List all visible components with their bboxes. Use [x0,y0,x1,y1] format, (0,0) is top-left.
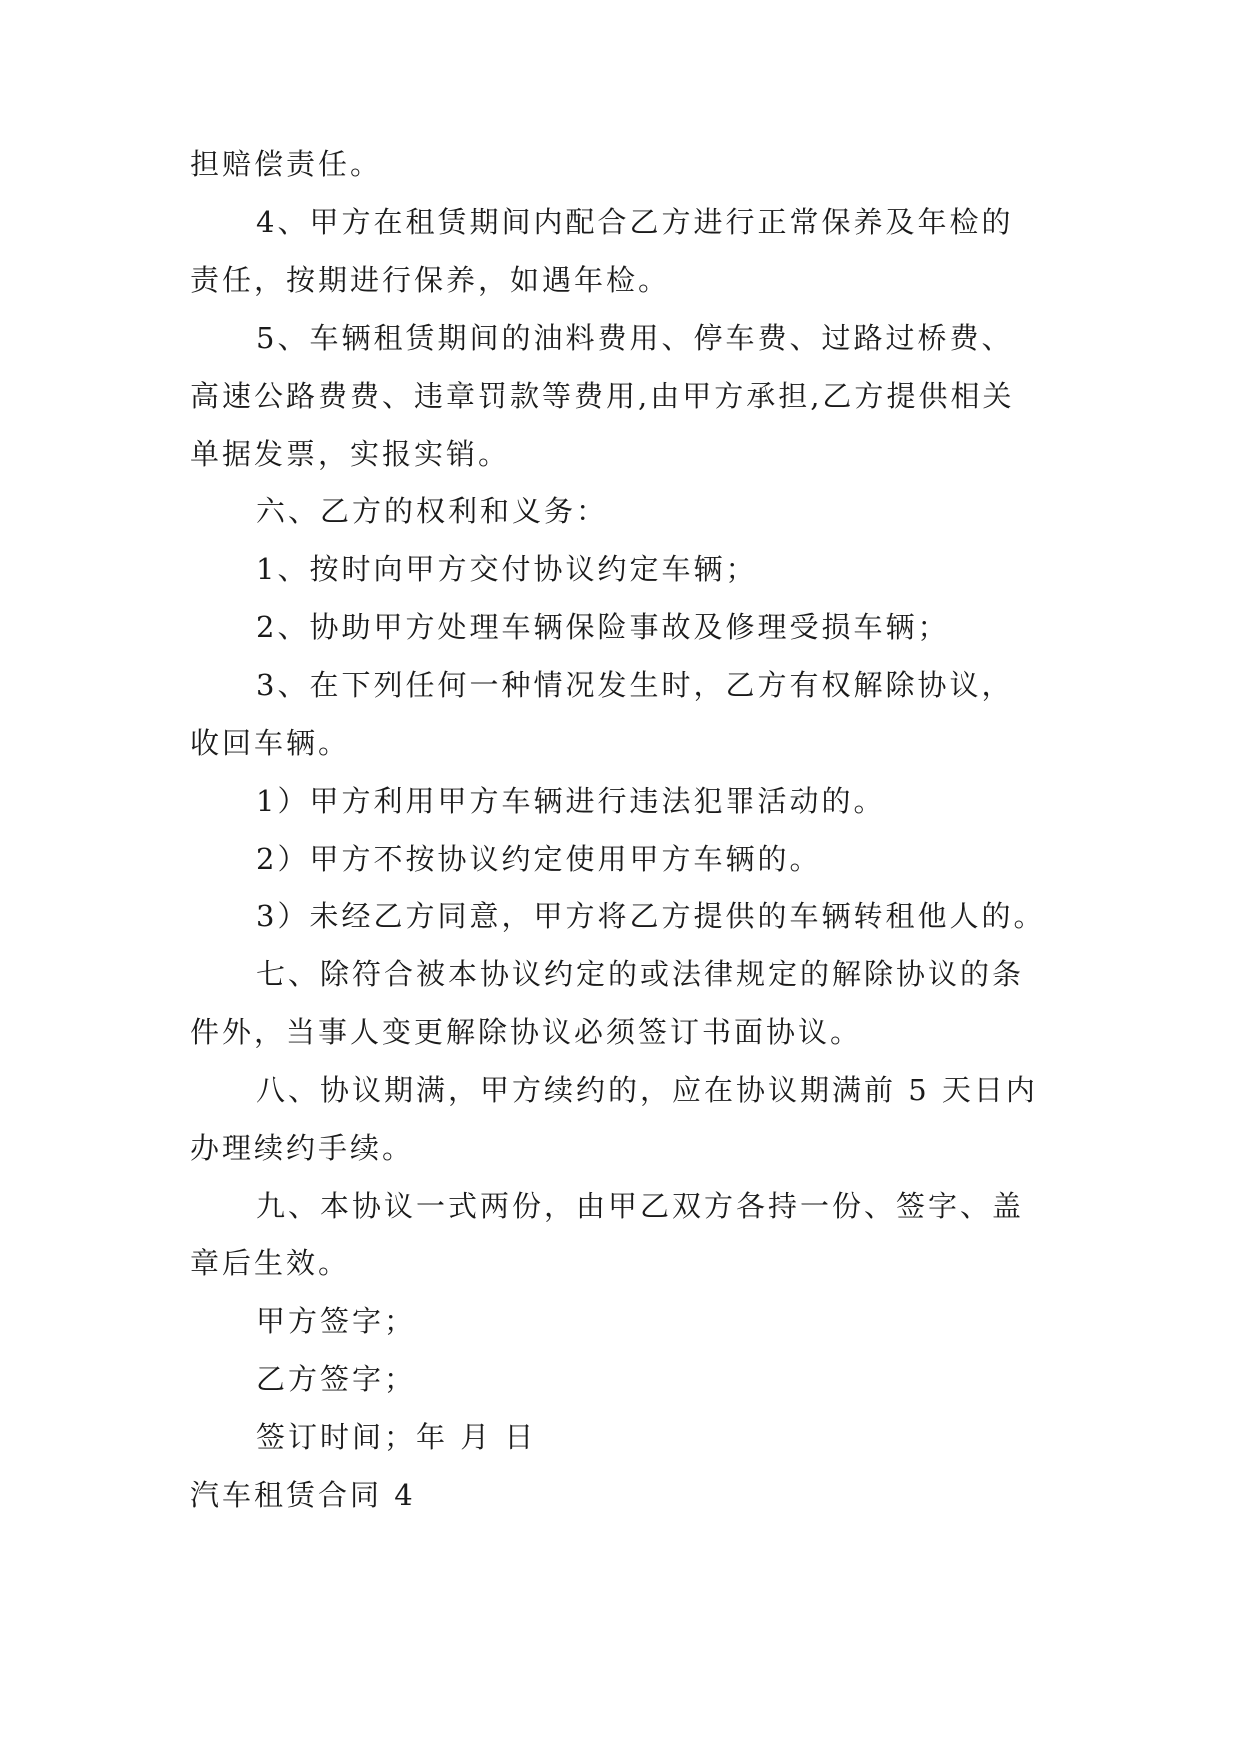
party-b-signature: 乙方签字； [256,1362,417,1396]
section-6-item-1: 1、按时向甲方交付协议约定车辆； [256,552,758,586]
section-8-line-1: 八、协议期满，甲方续约的，应在协议期满前 5 天日内 [256,1073,1038,1107]
section-6-item-3-line-1: 3、在下列任何一种情况发生时，乙方有权解除协议， [256,668,1014,702]
section-6-item-3-line-2: 收回车辆。 [190,726,351,760]
section-9-line-1: 九、本协议一式两份，由甲乙双方各持一份、签字、盖 [256,1189,1025,1223]
section-6-heading: 六、乙方的权利和义务： [256,494,609,528]
section-6-item-2: 2、协助甲方处理车辆保险事故及修理受损车辆； [256,610,950,644]
clause-5-line-3: 单据发票，实报实销。 [190,437,511,471]
party-a-signature: 甲方签字； [256,1304,417,1338]
signing-date: 签订时间；年 月 日 [256,1420,537,1454]
section-9-line-2: 章后生效。 [190,1246,351,1280]
sub-item-2: 2）甲方不按协议约定使用甲方车辆的。 [256,842,822,876]
section-7-line-1: 七、除符合被本协议约定的或法律规定的解除协议的条 [256,957,1025,991]
clause-4-line-1: 4、甲方在租赁期间内配合乙方进行正常保养及年检的 [256,205,1014,239]
section-8-line-2: 办理续约手续。 [190,1131,415,1165]
clause-4-line-2: 责任，按期进行保养，如遇年检。 [190,263,671,297]
section-title: 汽车租赁合同 4 [190,1478,416,1512]
section-7-line-2: 件外，当事人变更解除协议必须签订书面协议。 [190,1015,863,1049]
sub-item-3: 3）未经乙方同意，甲方将乙方提供的车辆转租他人的。 [256,899,1046,933]
clause-5-line-1: 5、车辆租赁期间的油料费用、停车费、过路过桥费、 [256,321,1014,355]
sub-item-1: 1）甲方利用甲方车辆进行违法犯罪活动的。 [256,784,886,818]
clause-5-line-2: 高速公路费费、违章罚款等费用,由甲方承担,乙方提供相关 [190,379,1015,413]
paragraph-line: 担赔偿责任。 [190,147,383,181]
